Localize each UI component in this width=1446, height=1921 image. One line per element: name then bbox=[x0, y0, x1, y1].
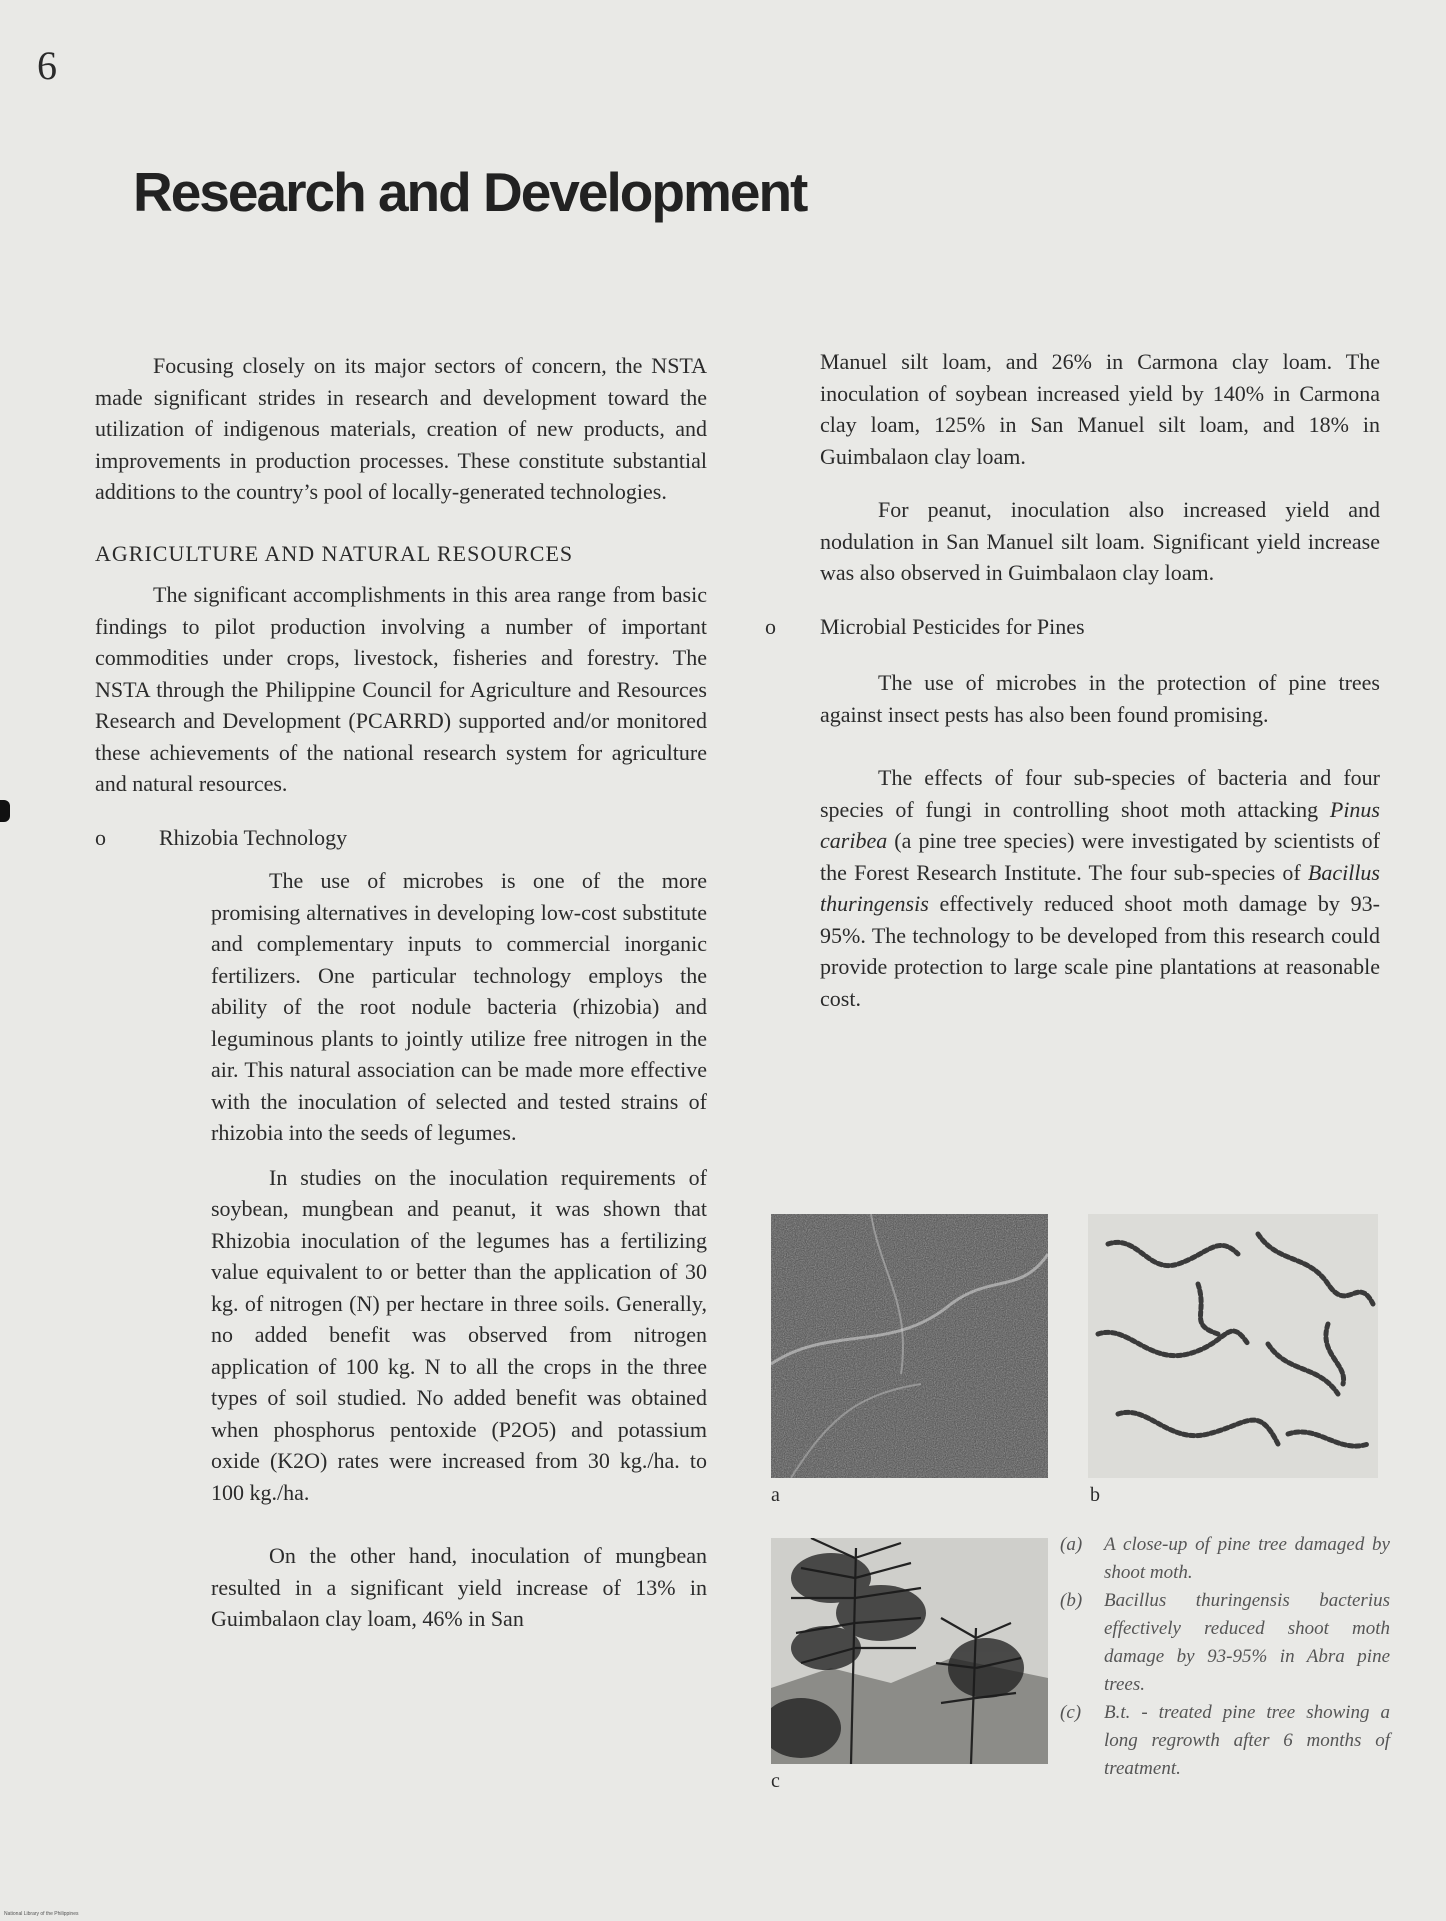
photo-label-b: b bbox=[1090, 1484, 1100, 1506]
pines-paragraph-2 bbox=[820, 762, 1380, 1014]
page-number: 6 bbox=[37, 43, 57, 88]
page-title: Research and Development bbox=[133, 161, 807, 223]
rhizobia-paragraph-1: The use of microbes is one of the more promising alternatives in developing low-cost substitute and complementary inputs to commercial inorganic fertilizers. One particular technology employs the ability of the root nodule bacteria (rhizobia) and leguminous plants to jointly utilize free nitrogen in the air. This natural association can be made more effective with the inoculation of selected and tested strains of rhizobia into the seeds of legumes. bbox=[211, 868, 707, 1145]
rhizobia-paragraph-2: In studies on the inoculation requirements of soybean, mungbean and peanut, it was shown that Rhizobia inoculation of the legumes has a fertilizing value equivalent to or better than the application of 30 kg. of nitrogen (N) per hectare in three soils. Generally, no added benefit was observed from nitrogen application of 100 kg. N to all the crops in the three types of soil studied. No added benefit was obtained when phosphorus pentoxide (P2O5) and potassium oxide (K2O) rates were increased from 30 kg./ha. to 100 kg./ha. bbox=[211, 1164, 707, 1505]
subhead-rhizobia-label: Rhizobia Technology bbox=[159, 824, 348, 850]
species-pinus: Pinus caribea bbox=[820, 796, 1380, 853]
right-column bbox=[765, 346, 1380, 1014]
caption-text: Bacillus thuringensis bacterius effectively reduced shoot moth damage by 93-95% in Abra pine trees. bbox=[1104, 1590, 1390, 1695]
pines-text-a: The effects of four sub-species of bacteria and four species of fungi in controlling shoot moth attacking bbox=[820, 765, 1380, 822]
footer-note: National Library of the Philippines bbox=[4, 1911, 79, 1917]
caption-text: A close-up of pine tree damaged by shoot moth. bbox=[1104, 1534, 1390, 1583]
photo-label-c: c bbox=[771, 1770, 780, 1792]
subhead-pines-label: Microbial Pesticides for Pines bbox=[820, 613, 1085, 639]
bullet-mark: o bbox=[765, 613, 776, 639]
caption-a bbox=[1060, 1531, 1390, 1587]
rhizobia-block bbox=[211, 865, 707, 1635]
photo-b-image bbox=[1088, 1214, 1378, 1478]
caption-key: (c) bbox=[1060, 1702, 1082, 1723]
pines-paragraph-1: The use of microbes in the protection of pine trees against insect pests has also been found promising. bbox=[820, 670, 1380, 727]
intro-paragraph: Focusing closely on its major sectors of concern, the NSTA made significant strides in research and development toward the utilization of indigenous materials, creation of new products, and improvements in production processes. These constitute substantial additions to the country’s pool of locally-generated technologies. bbox=[95, 353, 707, 504]
bullet-mark: o bbox=[95, 824, 106, 850]
peanut-paragraph: For peanut, inoculation also increased yield and nodulation in San Manuel silt loam. Significant yield increase was also observed in Guimbalaon clay loam. bbox=[820, 497, 1380, 585]
caption-key: (a) bbox=[1060, 1534, 1083, 1555]
caption-text: B.t. - treated pine tree showing a long regrowth after 6 months of treatment. bbox=[1104, 1702, 1390, 1779]
photo-captions bbox=[1060, 1531, 1390, 1783]
edge-mark bbox=[0, 800, 10, 822]
species-bacillus: Bacillus thuringensis bbox=[820, 859, 1380, 916]
pines-text-c: effectively reduced shoot moth damage by 93-95%. The technology to be developed from this research could provide protection to large scale pine plantations at reasonable cost. bbox=[820, 891, 1380, 1011]
section-heading: AGRICULTURE AND NATURAL RESOURCES bbox=[95, 540, 574, 566]
photo-bacteria bbox=[1088, 1214, 1378, 1478]
rhizobia-paragraph-3: On the other hand, inoculation of mungbean resulted in a significant yield increase of 13% in Guimbalaon clay loam, 46% in San bbox=[211, 1543, 707, 1631]
caption-b bbox=[1060, 1587, 1390, 1699]
pines-text-b: (a pine tree species) were investigated by scientists of the Forest Research Institute. The four sub-species of bbox=[820, 828, 1380, 885]
section-paragraph: The significant accomplishments in this area range from basic findings to pilot production involving a number of important commodities under crops, livestock, fisheries and forestry. The NSTA through the Philippine Council for Agriculture and Resources Research and Development (PCARRD) supported and/or monitored these achievements of the national research system for agriculture and natural resources. bbox=[95, 582, 707, 796]
photo-label-a: a bbox=[771, 1484, 780, 1506]
subhead-rhizobia bbox=[95, 822, 707, 854]
photo-treated-pine bbox=[771, 1538, 1048, 1764]
photo-c-image bbox=[771, 1538, 1048, 1764]
subhead-pines bbox=[765, 611, 1380, 643]
continuation-paragraph: Manuel silt loam, and 26% in Carmona clay loam. The inoculation of soybean increased yield by 140% in Carmona clay loam, 125% in San Manuel silt loam, and 18% in Guimbalaon clay loam. bbox=[820, 349, 1380, 469]
photo-a-image bbox=[771, 1214, 1048, 1478]
left-column bbox=[95, 350, 707, 1635]
caption-c bbox=[1060, 1699, 1390, 1783]
photo-pine-damage bbox=[771, 1214, 1048, 1478]
caption-key: (b) bbox=[1060, 1590, 1083, 1611]
